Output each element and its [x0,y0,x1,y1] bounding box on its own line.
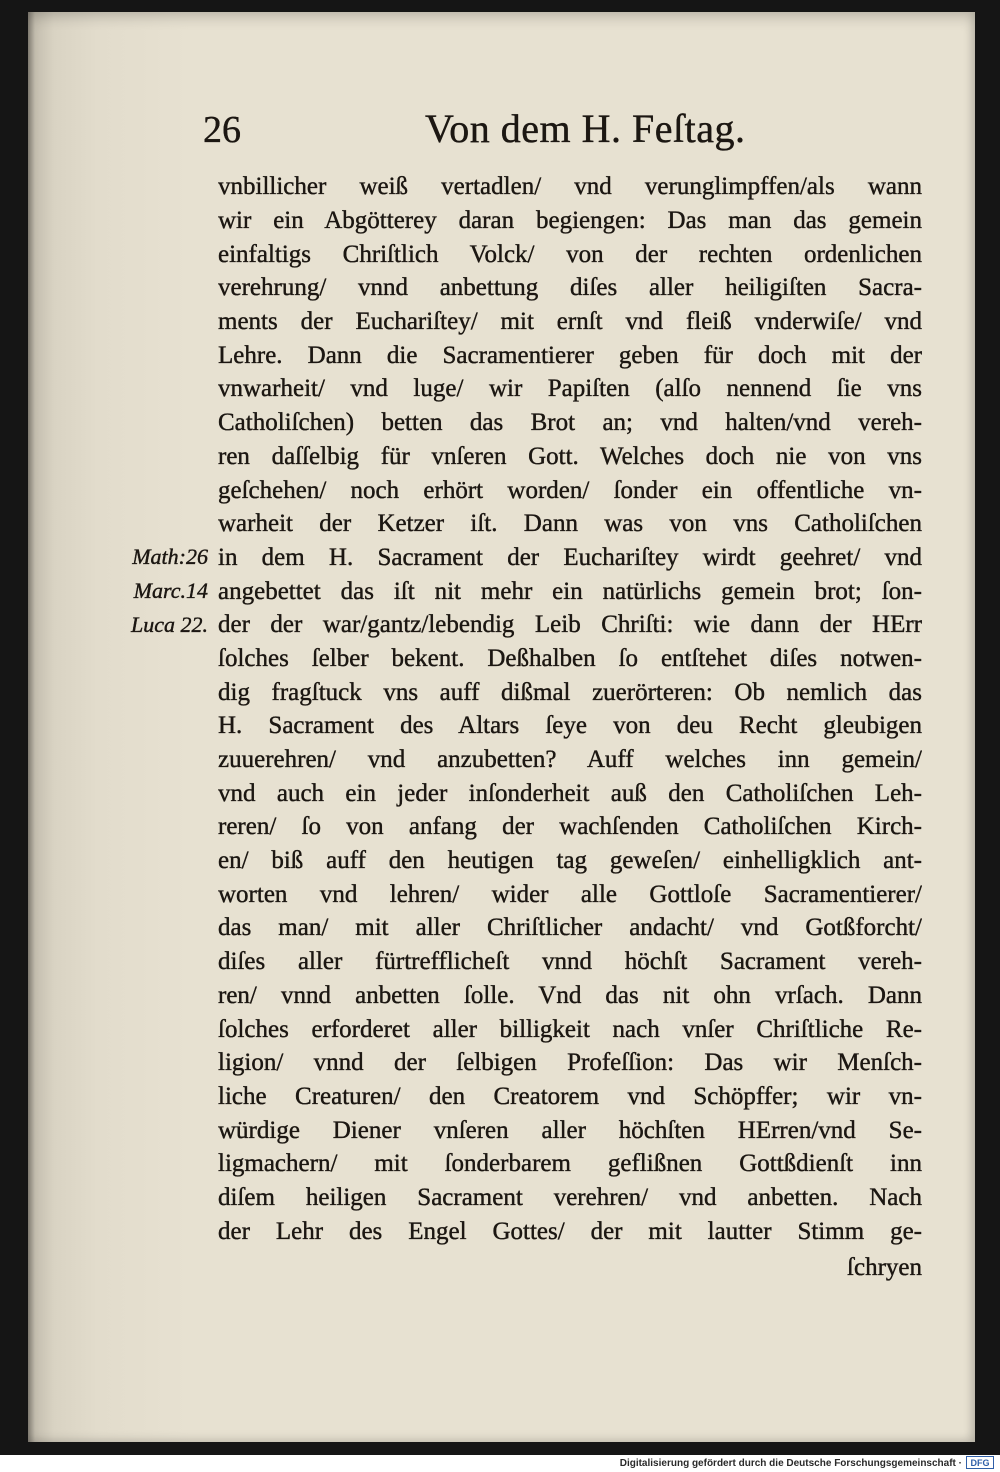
line-text: ſolches ſelber bekent. Deßhalben ſo entſtehet diſes notwen- [218,644,922,672]
text-line [100,1214,922,1248]
text-line [100,1046,922,1080]
line-text: zuuerehren/ vnd anzubetten? Auff welches inn gemein/ [218,746,922,774]
margin-note: Marc.14 [133,578,208,604]
text-line [100,877,922,911]
text-line [100,237,922,271]
text-line [100,1147,922,1181]
line-text: der der war/gantz/lebendig Leib Chriſti: wie dann der HErr [218,611,922,639]
text-line [100,305,922,339]
text-line [100,170,922,204]
line-text: liche Creaturen/ den Creatorem vnd Schöpffer; wir vn- [218,1082,922,1110]
text-line [100,574,922,608]
text-line [100,608,922,642]
text-line [100,844,922,878]
margin-note: Math:26 [132,544,208,570]
line-text: warheit der Ketzer iſt. Dann was von vns Catholiſchen [218,510,922,538]
line-text: vnwarheit/ vnd luge/ wir Papiſten (alſo nennend ſie vns [218,375,922,403]
line-text: würdige Diener vnſeren aller höchſten HErren/vnd Se- [218,1116,922,1144]
margin-note: Luca 22. [131,611,208,637]
text-line [100,1012,922,1046]
line-text: dig fragſtuck vns auff dißmal zuerörteren: Ob nemlich das [218,678,922,706]
text-line [100,642,922,676]
footer-credit: Digitalisierung gefördert durch die Deutsche Forschungsgemeinschaft · [619,1458,962,1469]
text-line [100,1113,922,1147]
line-text: vnd auch ein jeder inſonderheit auß den Catholiſchen Leh- [218,779,922,807]
text-line [100,372,922,406]
line-text: worten vnd lehren/ wider alle Gottloſe Sacramentierer/ [218,880,922,908]
line-text: wir ein Abgötterey daran begiengen: Das man das gemein [218,207,922,235]
text-line [100,338,922,372]
line-text: ſolches erforderet aller billigkeit nach vnſer Chriſtliche Re- [218,1015,922,1043]
line-text: das man/ mit aller Chriſtlicher andacht/ vnd Gotßforcht/ [218,914,922,942]
line-text: in dem H. Sacrament der Euchariſtey wirdt geehret/ vnd [218,543,922,571]
text-line [100,473,922,507]
line-text: ments der Euchariſtey/ mit ernſt vnd fleiß vnderwiſe/ vnd [218,308,922,336]
text-line [100,271,922,305]
line-text: vnbillicher weiß vertadlen/ vnd verunglimpffen/als wann [218,173,922,201]
line-text: angebettet das iſt nit mehr ein natürlichs gemein brot; ſon- [218,577,922,605]
text-line [100,507,922,541]
text-line [100,911,922,945]
line-text: ligion/ vnnd der ſelbigen Profeſſion: Das wir Menſch- [218,1049,922,1077]
body-text [100,170,922,1248]
line-text: ren/ vnnd anbetten ſolle. Vnd das nit ohn vrſach. Dann [218,981,922,1009]
catchword: ſchryen [847,1254,922,1281]
text-line [100,1181,922,1215]
line-text: verehrung/ vnnd anbettung diſes aller heiligiſten Sacra- [218,274,922,302]
text-line [100,204,922,238]
line-text: Catholiſchen) betten das Brot an; vnd halten/vnd vereh- [218,409,922,437]
line-text: ligmachern/ mit ſonderbarem geflißnen Gottßdienſt inn [218,1150,922,1178]
line-text: der Lehr des Engel Gottes/ der mit lautter Stimm ge- [218,1217,922,1245]
line-text: ren daſſelbig für vnſeren Gott. Welches doch nie von vns [218,442,922,470]
line-text: geſchehen/ noch erhört worden/ ſonder ein offentliche vn- [218,476,922,504]
line-text: diſem heiligen Sacrament verehren/ vnd anbetten. Nach [218,1183,922,1211]
text-line [100,776,922,810]
running-title: Von dem H. Feſtag. [425,106,746,151]
line-text: Lehre. Dann die Sacramentierer geben für doch mit der [218,341,922,369]
line-text: H. Sacrament des Altars ſeye von deu Recht gleubigen [218,712,922,740]
line-text: en/ biß auff den heutigen tag geweſen/ einhelligklich ant- [218,847,922,875]
text-line [100,810,922,844]
text-line [100,440,922,474]
text-line [100,979,922,1013]
text-line [100,743,922,777]
line-text: einfaltigs Chriſtlich Volck/ von der rechten ordenlichen [218,240,922,268]
page-number: 26 [203,109,241,151]
text-line [100,1080,922,1114]
text-line [100,945,922,979]
text-line [100,406,922,440]
text-line [100,541,922,575]
line-text: diſes aller fürtrefflicheſt vnnd höchſt Sacrament vereh- [218,948,922,976]
line-text: reren/ ſo von anfang der wachſenden Catholiſchen Kirch- [218,813,922,841]
dfg-logo: DFG [966,1456,994,1469]
text-line [100,709,922,743]
text-line [100,675,922,709]
